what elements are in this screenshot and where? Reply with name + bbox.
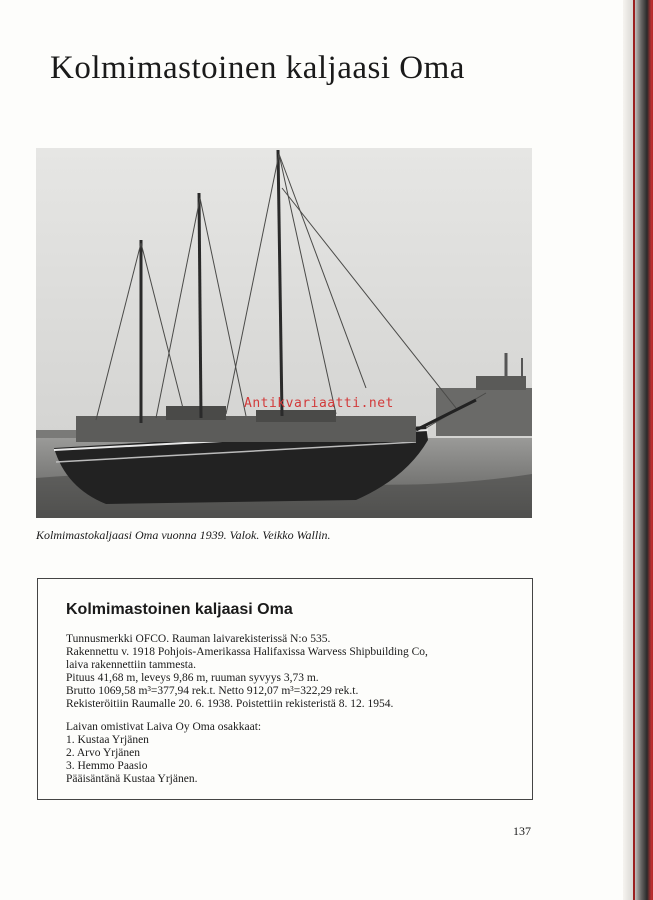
watermark-text: Antikvariaatti.net (244, 396, 394, 411)
binding-edge (633, 0, 635, 900)
page-title: Kolmimastoinen kaljaasi Oma (50, 50, 465, 86)
info-line-tonnage: Brutto 1069,58 m³=377,94 rek.t. Netto 912,07 m³=322,29 rek.t. (66, 685, 359, 697)
info-line-dimensions: Pituus 41,68 m, leveys 9,86 m, ruuman syvyys 3,73 m. (66, 672, 319, 684)
photo-caption: Kolmimastokaljaasi Oma vuonna 1939. Valok. Veikko Wallin. (36, 528, 331, 542)
owner-item: 3. Hemmo Paasio (66, 760, 148, 772)
info-box-title: Kolmimastoinen kaljaasi Oma (66, 601, 293, 618)
info-line-material: laiva rakennettiin tammesta. (66, 659, 196, 671)
ship-photograph (36, 148, 532, 518)
info-line-registration: Tunnusmerkki OFCO. Rauman laivarekisterissä N:o 535. (66, 633, 331, 645)
book-spine-shadow (623, 0, 653, 900)
owners-heading: Laivan omistivat Laiva Oy Oma osakkaat: (66, 721, 262, 733)
ship-info-box (37, 578, 533, 800)
page-number: 137 (513, 824, 531, 838)
info-line-built: Rakennettu v. 1918 Pohjois-Amerikassa Halifaxissa Warvess Shipbuilding Co, (66, 646, 428, 658)
principal-owner: Pääisäntänä Kustaa Yrjänen. (66, 773, 198, 785)
info-line-registry-dates: Rekisteröitiin Raumalle 20. 6. 1938. Poistettiin rekisteristä 8. 12. 1954. (66, 698, 394, 710)
owner-item: 1. Kustaa Yrjänen (66, 734, 149, 746)
owner-item: 2. Arvo Yrjänen (66, 747, 140, 759)
